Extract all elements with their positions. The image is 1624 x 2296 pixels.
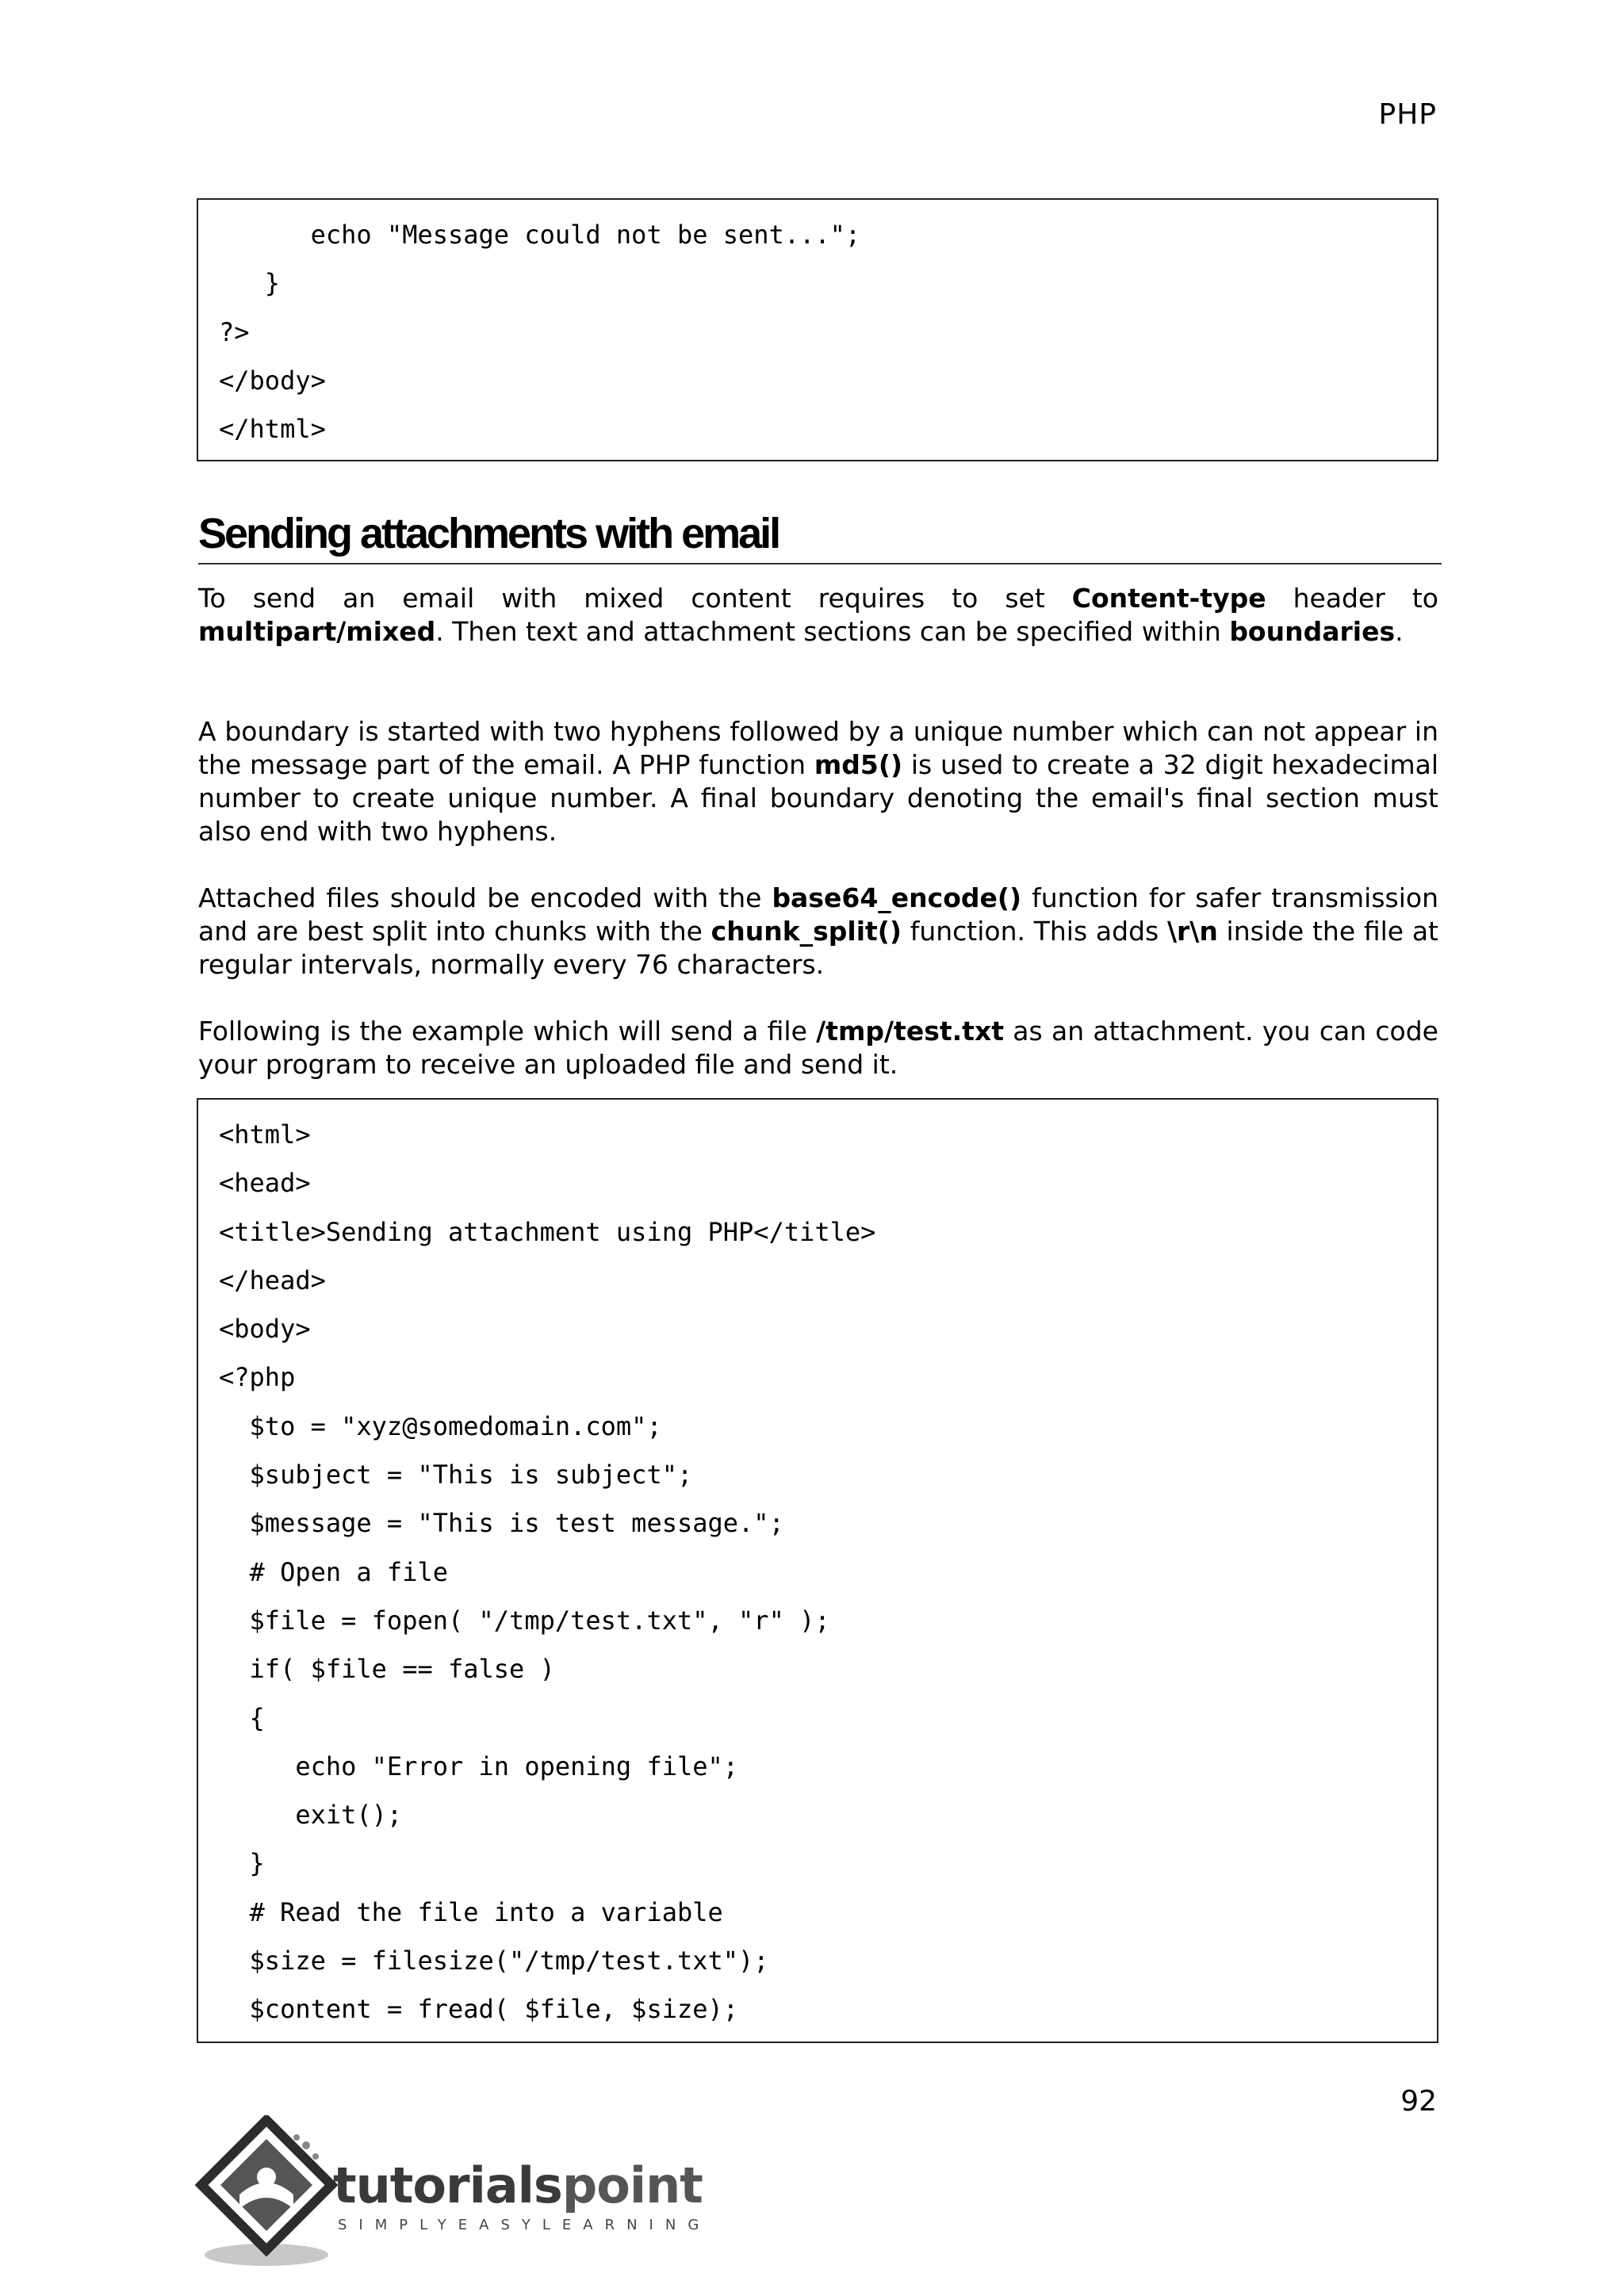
code-line: <body> bbox=[219, 1314, 311, 1345]
text-run: Attached files should be encoded with the bbox=[198, 882, 772, 913]
text-run: is used to create a 32 digit hexadecimal number to create unique number. A final boundary denoting the email's final section must also end with two hyphens. bbox=[198, 749, 1438, 847]
code-line: { bbox=[219, 1702, 265, 1733]
logo-tagline: SIMPLYEASYLEARNING bbox=[338, 2217, 711, 2233]
bold-term: md5() bbox=[814, 749, 903, 780]
bold-term: /tmp/test.txt bbox=[816, 1016, 1005, 1047]
text-run: To send an email with mixed content requires to set bbox=[198, 583, 1072, 614]
logo-word-a: tutorials bbox=[333, 2156, 562, 2214]
code-line: exit(); bbox=[219, 1800, 403, 1831]
code-line: $to = "xyz@somedomain.com"; bbox=[219, 1410, 662, 1441]
code-line: } bbox=[219, 268, 281, 299]
paragraph-boundary bbox=[198, 715, 1438, 848]
code-line: $subject = "This is subject"; bbox=[219, 1460, 693, 1490]
text-run: function. This adds bbox=[901, 916, 1167, 947]
code-line: echo "Error in opening file"; bbox=[219, 1751, 739, 1781]
code-line: if( $file == false ) bbox=[219, 1654, 555, 1685]
bold-term: Content-type bbox=[1071, 583, 1266, 614]
text-run: . bbox=[1395, 616, 1404, 647]
code-line: <title>Sending attachment using PHP</title> bbox=[219, 1216, 876, 1247]
code-line: </html> bbox=[219, 414, 326, 445]
code-line: <html> bbox=[219, 1119, 311, 1150]
code-line: $file = fopen( "/tmp/test.txt", "r" ); bbox=[219, 1605, 830, 1636]
code-line: $size = filesize("/tmp/test.txt"); bbox=[219, 1946, 769, 1976]
code-line: <?php bbox=[219, 1362, 296, 1393]
page-number: 92 bbox=[1400, 2085, 1437, 2118]
text-run: . Then text and attachment sections can be specified within bbox=[435, 616, 1230, 647]
code-line: <head> bbox=[219, 1168, 311, 1199]
paragraph-example-intro bbox=[198, 1015, 1438, 1081]
running-header: PHP bbox=[1378, 98, 1437, 131]
bold-term: \r\n bbox=[1166, 916, 1218, 947]
section-heading: Sending attachments with email bbox=[198, 504, 1442, 564]
text-run: function for safer transmission and are best split into chunks with the bbox=[198, 882, 1438, 947]
code-line: } bbox=[219, 1848, 265, 1879]
code-block-example bbox=[197, 1098, 1438, 2043]
tutorialspoint-logo bbox=[195, 2115, 711, 2274]
logo-emblem-icon bbox=[195, 2115, 338, 2274]
code-line: $message = "This is test message."; bbox=[219, 1508, 784, 1539]
bold-term: boundaries bbox=[1229, 616, 1396, 647]
logo-word-b: point bbox=[561, 2156, 703, 2214]
text-run: inside the file at regular intervals, normally every 76 characters. bbox=[198, 916, 1438, 980]
bold-term: chunk_split() bbox=[710, 916, 902, 947]
code-line: # Open a file bbox=[219, 1556, 448, 1587]
code-line: </head> bbox=[219, 1265, 326, 1295]
text-run: A boundary is started with two hyphens followed by a unique number which can not appear in the message part of the email. A PHP function bbox=[198, 716, 1438, 780]
bold-term: base64_encode() bbox=[772, 882, 1022, 913]
bold-term: multipart/mixed bbox=[198, 616, 436, 647]
paragraph-content-type bbox=[198, 582, 1438, 649]
logo-wordmark bbox=[333, 2156, 703, 2214]
code-block-continuation bbox=[197, 198, 1438, 461]
text-run: Following is the example which will send a file bbox=[198, 1016, 817, 1047]
code-line: echo "Message could not be sent..."; bbox=[219, 220, 861, 250]
text-run: as an attachment. you can code your program to receive an uploaded file and send it. bbox=[198, 1016, 1438, 1080]
code-line: $content = fread( $file, $size); bbox=[219, 1994, 739, 2025]
code-line: # Read the file into a variable bbox=[219, 1896, 723, 1927]
text-run: header to bbox=[1266, 583, 1438, 614]
paragraph-encoding bbox=[198, 882, 1438, 982]
code-line: </body> bbox=[219, 365, 326, 396]
code-line: ?> bbox=[219, 316, 250, 347]
